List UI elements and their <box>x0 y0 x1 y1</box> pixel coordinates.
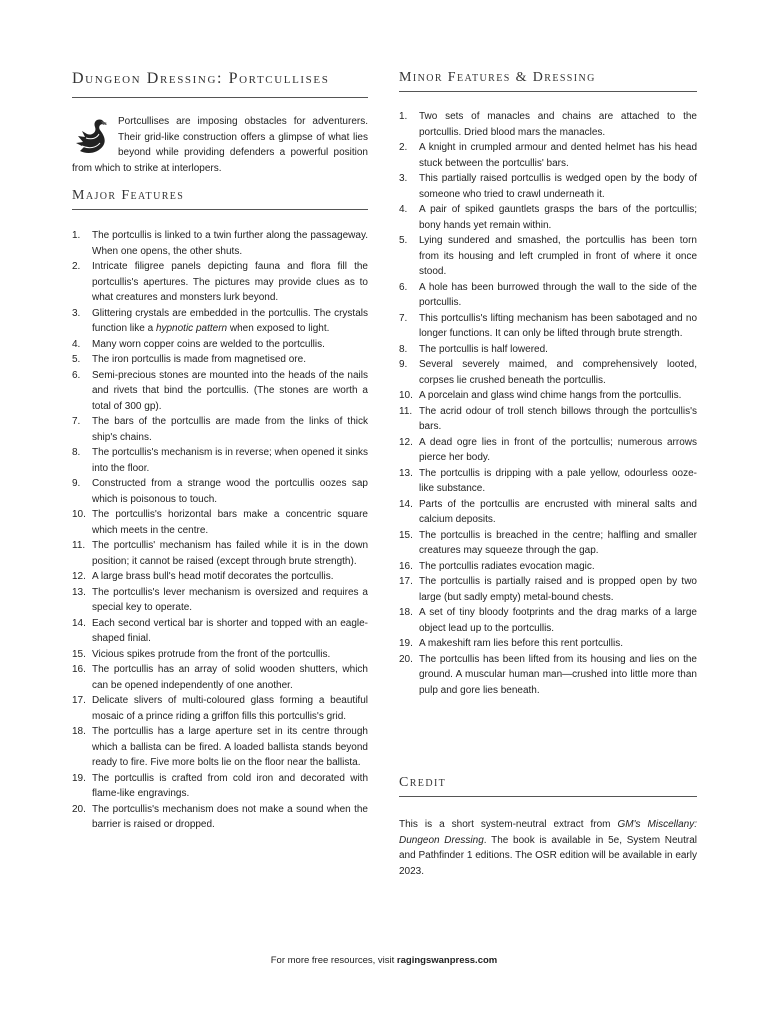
list-text: The iron portcullis is made from magnetised ore. <box>92 354 306 365</box>
list-number: 10. <box>399 390 413 401</box>
list-number: 20. <box>72 803 86 815</box>
minor-item <box>399 574 697 605</box>
list-number: 14. <box>399 498 413 510</box>
list-text: The portcullis' mechanism has failed while it is in the down position; it cannot be raised (except through brute strength). <box>92 540 368 567</box>
list-text: The portcullis's horizontal bars make a concentric square which meets in the centre. <box>92 509 368 536</box>
list-text: Several severely maimed, and comprehensively looted, corpses lie crushed beneath the portcullis. <box>419 359 697 386</box>
list-text: The portcullis radiates evocation magic. <box>419 560 595 572</box>
list-text: This portcullis's lifting mechanism has been sabotaged and no longer functions. It can only be lifted through brute strength. <box>419 312 697 339</box>
major-item <box>72 368 368 415</box>
list-text: A makeshift ram lies before this rent portcullis. <box>419 638 623 649</box>
credit-text-end: . The book is available in 5e, System Neutral and Pathfinder 1 editions. The OSR edition will be available in early 2023. <box>399 834 698 877</box>
list-number: 19. <box>399 638 413 649</box>
list-number: 18. <box>72 726 86 737</box>
minor-item <box>399 636 697 652</box>
list-number: 3. <box>399 173 408 184</box>
minor-item <box>399 466 697 497</box>
list-text: A porcelain and glass wind chime hangs from the portcullis. <box>419 390 682 401</box>
list-text: The portcullis is linked to a twin further along the passageway. When one opens, the other shuts. <box>92 230 368 257</box>
minor-item <box>399 652 697 699</box>
major-item <box>72 352 368 368</box>
list-text: Delicate slivers of multi-coloured glass forming a beautiful mosaic of a prince riding a griffon fills this portcullis's grid. <box>92 695 368 722</box>
list-number: 14. <box>72 617 86 629</box>
list-text: A large brass bull's head motif decorates the portcullis. <box>92 571 334 582</box>
major-item <box>72 445 368 476</box>
list-text: The acrid odour of troll stench billows through the portcullis's bars. <box>419 405 697 432</box>
footer-link[interactable]: ragingswanpress.com <box>396 955 498 966</box>
major-item <box>72 538 368 569</box>
list-number: 2. <box>72 261 81 272</box>
right-column <box>399 70 697 698</box>
credit-section <box>399 775 697 879</box>
list-text: This partially raised portcullis is wedged open by the body of someone who tried to crawl underneath it. <box>419 173 697 200</box>
major-item <box>72 724 368 771</box>
major-item <box>72 476 368 507</box>
major-item <box>72 662 368 693</box>
list-number: 8. <box>399 343 408 355</box>
list-text: Two sets of manacles and chains are attached to the portcullis. Dried blood mars the manacles. <box>419 111 697 138</box>
major-features-list <box>72 228 368 833</box>
list-text: Many worn copper coins are welded to the portcullis. <box>92 338 325 350</box>
list-number: 4. <box>399 204 408 215</box>
list-number: 2. <box>399 142 408 153</box>
page-title: Dungeon Dressing: Portcullises <box>72 70 368 98</box>
major-item <box>72 306 368 337</box>
list-number: 19. <box>72 772 86 784</box>
list-number: 16. <box>399 560 413 572</box>
major-item <box>72 228 368 259</box>
list-text: Parts of the portcullis are encrusted with mineral salts and calcium deposits. <box>419 498 697 525</box>
list-number: 11. <box>399 405 413 417</box>
swan-logo-icon <box>72 116 112 160</box>
major-item <box>72 802 368 833</box>
minor-item <box>399 435 697 466</box>
intro-text: Portcullises are imposing obstacles for adventurers. Their grid-like construction offers a glimpse of what lies beyond while providing defenders a powerful position from which to strike at interlopers. <box>72 116 368 174</box>
list-text: The portcullis has been lifted from its housing and lies on the ground. A muscular human man—crushed into little more than pulp and gore lies beneath. <box>419 653 697 696</box>
list-number: 7. <box>399 312 408 324</box>
major-item <box>72 585 368 616</box>
list-text: A pair of spiked gauntlets grasps the bars of the portcullis; bony hands yet remain within. <box>419 204 697 231</box>
list-emphasis: hypnotic pattern <box>155 323 228 334</box>
list-number: 6. <box>399 281 408 293</box>
list-text: A dead ogre lies in front of the portcullis; numerous arrows pierce her body. <box>419 436 697 463</box>
list-number: 13. <box>399 467 413 479</box>
list-text: A set of tiny bloody footprints and the drag marks of a large object lead up to the portcullis. <box>419 607 697 634</box>
minor-item <box>399 109 697 140</box>
list-text: The portcullis's mechanism does not make a sound when the barrier is raised or dropped. <box>92 803 368 830</box>
minor-item <box>399 497 697 528</box>
major-item <box>72 616 368 647</box>
minor-item <box>399 404 697 435</box>
list-text: A knight in crumpled armour and dented helmet has his head stuck between the portcullis' bars. <box>419 142 697 169</box>
major-item <box>72 259 368 306</box>
list-number: 1. <box>399 111 408 122</box>
minor-item <box>399 388 697 404</box>
list-number: 15. <box>72 648 86 660</box>
minor-features-list <box>399 109 697 698</box>
minor-item <box>399 559 697 575</box>
major-item <box>72 507 368 538</box>
list-text: The portcullis has a large aperture set in its centre through which a ballista can be fired. A loaded ballista stands beyond ready to fire. Five more bolts lie on the floor near the ballista. <box>92 726 368 768</box>
list-number: 7. <box>72 416 81 427</box>
intro-paragraph <box>72 114 368 176</box>
major-item <box>72 647 368 663</box>
major-item <box>72 414 368 445</box>
list-number: 9. <box>72 478 81 489</box>
credit-book-title: GM's Miscellany: Dungeon Dressing <box>399 819 697 846</box>
list-number: 3. <box>72 307 81 319</box>
list-text: Intricate filigree panels depicting fauna and flora fill the portcullis's apertures. The pictures may provide clues as to what creatures and monsters lurk beyond. <box>92 261 368 303</box>
major-item <box>72 693 368 724</box>
list-number: 16. <box>72 664 86 675</box>
list-text: The portcullis has an array of solid wooden shutters, which can be opened independently of one another. <box>92 664 368 691</box>
list-text: The portcullis is crafted from cold iron and decorated with flame-like engravings. <box>92 772 368 799</box>
list-text: Semi-precious stones are mounted into the heads of the nails and rivets that bind the portcullis. (The stones are worth a total of 300 gp). <box>92 369 368 412</box>
minor-item <box>399 605 697 636</box>
list-number: 13. <box>72 586 86 598</box>
list-number: 4. <box>72 338 81 350</box>
list-text: Glittering crystals are embedded in the portcullis. The crystals function like a <box>92 307 368 334</box>
list-number: 1. <box>72 230 81 241</box>
list-text: when exposed to light. <box>227 323 330 334</box>
list-text: The portcullis is dripping with a pale yellow, odourless ooze-like substance. <box>419 467 697 494</box>
minor-features-heading: Minor Features & Dressing <box>399 70 697 92</box>
minor-item <box>399 311 697 342</box>
list-number: 6. <box>72 369 81 381</box>
list-number: 5. <box>399 235 408 246</box>
list-text: The portcullis's mechanism is in reverse; when opened it sinks into the floor. <box>92 447 368 474</box>
footer-text: For more free resources, visit <box>270 955 397 966</box>
minor-item <box>399 171 697 202</box>
list-number: 8. <box>72 447 81 458</box>
minor-item <box>399 357 697 388</box>
minor-item <box>399 140 697 171</box>
footer <box>0 955 768 966</box>
list-text: Vicious spikes protrude from the front of the portcullis. <box>92 648 331 660</box>
list-text: The portcullis is partially raised and is propped open by two large (but sadly empty) metal-bound chests. <box>419 576 697 603</box>
minor-item <box>399 202 697 233</box>
major-item <box>72 771 368 802</box>
list-number: 5. <box>72 354 81 365</box>
list-number: 12. <box>399 436 413 448</box>
credit-text <box>399 817 697 879</box>
credit-text-start: This is a short system-neutral extract from <box>399 819 618 830</box>
credit-heading: Credit <box>399 775 697 797</box>
list-number: 17. <box>72 695 86 706</box>
list-text: The portcullis is breached in the centre; halfling and smaller creatures may squeeze through the gap. <box>419 529 697 556</box>
major-features-heading: Major Features <box>72 188 368 210</box>
minor-item <box>399 280 697 311</box>
list-number: 17. <box>399 576 413 587</box>
list-text: Constructed from a strange wood the portcullis oozes sap which is poisonous to touch. <box>92 478 368 505</box>
list-text: The bars of the portcullis are made from the links of thick ship's chains. <box>92 416 368 443</box>
list-number: 11. <box>72 540 86 551</box>
major-item <box>72 337 368 353</box>
major-item <box>72 569 368 585</box>
list-text: The portcullis's lever mechanism is oversized and requires a special key to operate. <box>92 586 368 613</box>
list-number: 12. <box>72 571 86 582</box>
list-number: 18. <box>399 607 413 618</box>
list-text: Lying sundered and smashed, the portcullis has been torn from its housing and left crumpled in front of where it once stood. <box>419 235 697 277</box>
left-column <box>72 70 368 833</box>
list-text: Each second vertical bar is shorter and topped with an eagle-shaped finial. <box>92 617 368 644</box>
list-text: The portcullis is half lowered. <box>419 343 548 355</box>
list-number: 9. <box>399 359 408 370</box>
minor-item <box>399 233 697 280</box>
list-number: 15. <box>399 529 413 541</box>
list-text: A hole has been burrowed through the wall to the side of the portcullis. <box>419 281 697 308</box>
minor-item <box>399 342 697 358</box>
minor-item <box>399 528 697 559</box>
list-number: 10. <box>72 509 86 520</box>
list-number: 20. <box>399 653 413 665</box>
